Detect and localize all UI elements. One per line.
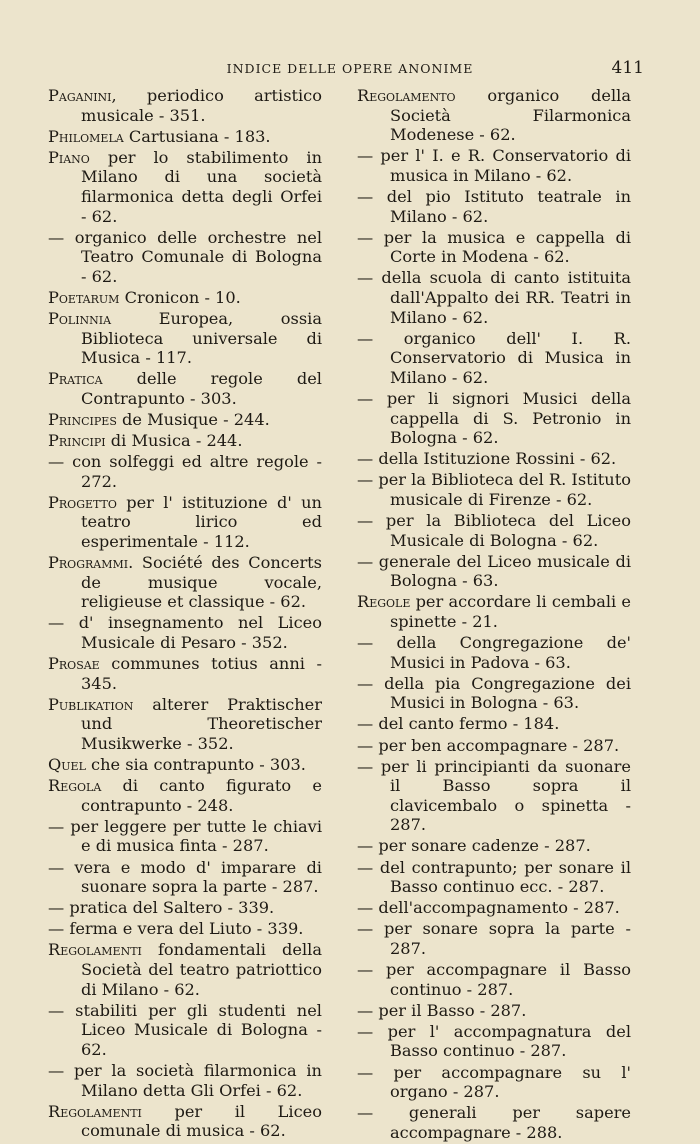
entry-headword: Prosae: [48, 654, 100, 674]
entry-headword: Regolamento: [357, 86, 456, 105]
entry-text: organico della Società Filarmonica Modenese - 62.: [390, 86, 631, 145]
entry-text: Cartusiana - 183.: [123, 126, 271, 146]
index-subentry: [48, 919, 322, 939]
index-entry: [48, 654, 322, 693]
index-subentry: [357, 919, 631, 958]
entry-text: che sia contrapunto - 303.: [85, 755, 306, 775]
entry-text: della pia Congregazione dei Musici in Bologna - 63.: [384, 673, 631, 713]
index-entry: [48, 86, 322, 125]
index-subentry: [357, 228, 631, 267]
entry-text: per il Liceo comunale di musica - 62.: [81, 1101, 322, 1141]
entry-text: della Congregazione de' Musici in Padova - 63.: [390, 633, 631, 672]
index-subentry: [48, 452, 322, 491]
entry-text: vera e modo d' imparare di suonare sopra la parte - 287.: [74, 857, 322, 897]
entry-headword: Quel: [48, 755, 86, 775]
entry-text: communes totius anni - 345.: [81, 654, 322, 693]
entry-text: organico delle orchestre nel Teatro Comunale di Bologna - 62.: [74, 227, 322, 286]
index-subentry: [357, 858, 631, 897]
entry-text: per li principianti da suonare il Basso sopra il clavicembalo o spinetta - 287.: [380, 756, 631, 835]
index-subentry: [357, 187, 631, 226]
index-subentry: [48, 1001, 322, 1060]
entry-text: per sonare sopra la parte - 287.: [383, 919, 631, 958]
entry-headword: Regola: [48, 776, 102, 796]
entry-text: per l' istituzione d' un teatro lirico ed esperimentale - 112.: [81, 492, 322, 552]
index-entry: [48, 431, 322, 451]
index-entry: [48, 695, 322, 754]
index-subentry: [357, 1103, 631, 1142]
entry-text: per sonare cadenze - 287.: [378, 836, 591, 856]
index-subentry: [357, 470, 631, 509]
entry-text: alterer Praktischer und Theoretischer Musikwerke - 352.: [81, 694, 322, 753]
index-subentry: [48, 817, 322, 856]
entry-text: del canto fermo - 184.: [378, 714, 560, 734]
entry-text: Cronicon - 10.: [119, 287, 241, 307]
index-subentry: [357, 146, 631, 185]
entry-text: del contrapunto; per sonare il Basso continuo ecc. - 287.: [379, 857, 631, 897]
entry-text: per l' accompagnatura del Basso continuo - 287.: [387, 1021, 631, 1061]
entry-text: per la Biblioteca del R. Istituto musicale di Firenze - 62.: [378, 470, 631, 509]
index-subentry: [48, 1061, 322, 1100]
index-subentry: [48, 613, 322, 652]
entry-headword: Programmi.: [48, 553, 134, 573]
entry-headword: Regole: [357, 592, 411, 612]
index-subentry: [357, 389, 631, 448]
index-subentry: [357, 674, 631, 713]
entry-text: de Musique - 244.: [116, 410, 270, 429]
index-entry: [48, 755, 322, 775]
entry-text: d' insegnamento nel Liceo Musicale di Pesaro - 352.: [78, 613, 322, 653]
entry-text: ferma e vera del Liuto - 339.: [69, 919, 304, 939]
entry-text: dell'accompagnamento - 287.: [378, 898, 620, 918]
index-subentry: [357, 1063, 631, 1102]
entry-text: con solfeggi ed altre regole - 272.: [72, 452, 322, 491]
index-entry: [48, 940, 322, 999]
entry-text: fondamentali della Società del teatro patriottico di Milano - 62.: [81, 940, 322, 999]
entry-headword: Regolamenti: [48, 1101, 142, 1121]
entry-text: Europea, ossia Biblioteca universale di Musica - 117.: [81, 309, 322, 368]
entry-headword: Philomela: [48, 126, 124, 146]
right-index-column: [357, 86, 631, 1144]
index-entry: [48, 127, 322, 147]
entry-text: per il Basso - 287.: [378, 1000, 527, 1020]
index-entry: [48, 288, 322, 308]
entry-headword: Piano: [48, 147, 90, 167]
entry-text: delle regole del Contrapunto - 303.: [81, 369, 322, 408]
entry-headword: Principi: [48, 431, 106, 451]
entry-text: di canto figurato e contrapunto - 248.: [81, 776, 322, 815]
entry-text: di Musica - 244.: [105, 431, 243, 451]
index-subentry: [48, 228, 322, 287]
entry-headword: Progetto: [48, 492, 117, 512]
index-subentry: [357, 1001, 631, 1021]
entry-text: per li signori Musici della cappella di S. Petronio in Bologna - 62.: [386, 388, 631, 448]
index-subentry: [357, 714, 631, 734]
index-subentry: [357, 511, 631, 550]
left-index-column: [48, 86, 322, 1142]
page-number: 411: [611, 58, 644, 78]
entry-headword: Pratica: [48, 369, 103, 389]
entry-text: del pio Istituto teatrale in Milano - 62.: [386, 186, 631, 226]
entry-headword: Principes: [48, 410, 117, 429]
entry-text: per la società filarmonica in Milano detta Gli Orfei - 62.: [73, 1061, 322, 1100]
index-subentry: [357, 268, 631, 327]
entry-headword: Poetarum: [48, 287, 120, 307]
entry-text: della Istituzione Rossini - 62.: [378, 449, 617, 469]
index-subentry: [357, 552, 631, 591]
index-subentry: [357, 1022, 631, 1061]
entry-text: stabiliti per gli studenti nel Liceo Musicale di Bologna - 62.: [75, 1000, 322, 1059]
index-subentry: [357, 836, 631, 856]
index-entry: [48, 369, 322, 408]
entry-text: per ben accompagnare - 287.: [378, 735, 620, 755]
index-entry: [48, 1102, 322, 1141]
index-entry: [357, 592, 631, 631]
index-subentry: [357, 898, 631, 918]
entry-text: periodico artistico musicale - 351.: [81, 86, 322, 125]
index-entry: [48, 493, 322, 552]
index-entry: [48, 553, 322, 612]
entry-text: pratica del Saltero - 339.: [69, 898, 275, 918]
entry-headword: Regolamenti: [48, 940, 142, 960]
entry-text: per la musica e cappella di Corte in Modena - 62.: [383, 227, 631, 267]
entry-text: per leggere per tutte le chiavi e di musica finta - 287.: [70, 816, 322, 856]
entry-text: generale del Liceo musicale di Bologna - 63.: [378, 551, 631, 591]
index-subentry: [357, 736, 631, 756]
running-head: [52, 58, 648, 80]
entry-text: per accompagnare il Basso continuo - 287.: [386, 960, 631, 999]
entry-text: per l' I. e R. Conservatorio di musica in Milano - 62.: [380, 146, 631, 185]
entry-headword: Paganini,: [48, 86, 117, 105]
entry-text: per lo stabilimento in Milano di una società filarmonica detta degli Orfei - 62.: [81, 147, 322, 226]
entry-text: generali per sapere accompagnare - 288.: [390, 1103, 631, 1142]
entry-text: Société des Concerts de musique vocale, religieuse et classique - 62.: [81, 553, 322, 612]
index-entry: [48, 148, 322, 226]
index-subentry: [48, 898, 322, 918]
entry-headword: Publikation: [48, 694, 134, 714]
entry-text: per la Biblioteca del Liceo Musicale di Bologna - 62.: [385, 510, 631, 550]
entry-text: della scuola di canto istituita dall'Appalto dei RR. Teatri in Milano - 62.: [381, 268, 631, 327]
index-subentry: [357, 329, 631, 388]
entry-text: per accompagnare su l' organo - 287.: [390, 1062, 631, 1102]
index-subentry: [357, 960, 631, 999]
index-entry: [48, 309, 322, 368]
entry-text: organico dell' I. R. Conservatorio di Musica in Milano - 62.: [390, 328, 631, 387]
running-title: INDICE DELLE OPERE ANONIME: [226, 61, 474, 76]
index-subentry: [357, 757, 631, 835]
index-entry: [48, 410, 322, 430]
index-subentry: [357, 633, 631, 672]
index-entry: [48, 776, 322, 815]
entry-text: per accordare li cembali e spinette - 21.: [390, 592, 631, 631]
index-subentry: [357, 449, 631, 469]
index-subentry: [48, 858, 322, 897]
entry-headword: Polinnia: [48, 309, 112, 329]
index-entry: [357, 86, 631, 145]
